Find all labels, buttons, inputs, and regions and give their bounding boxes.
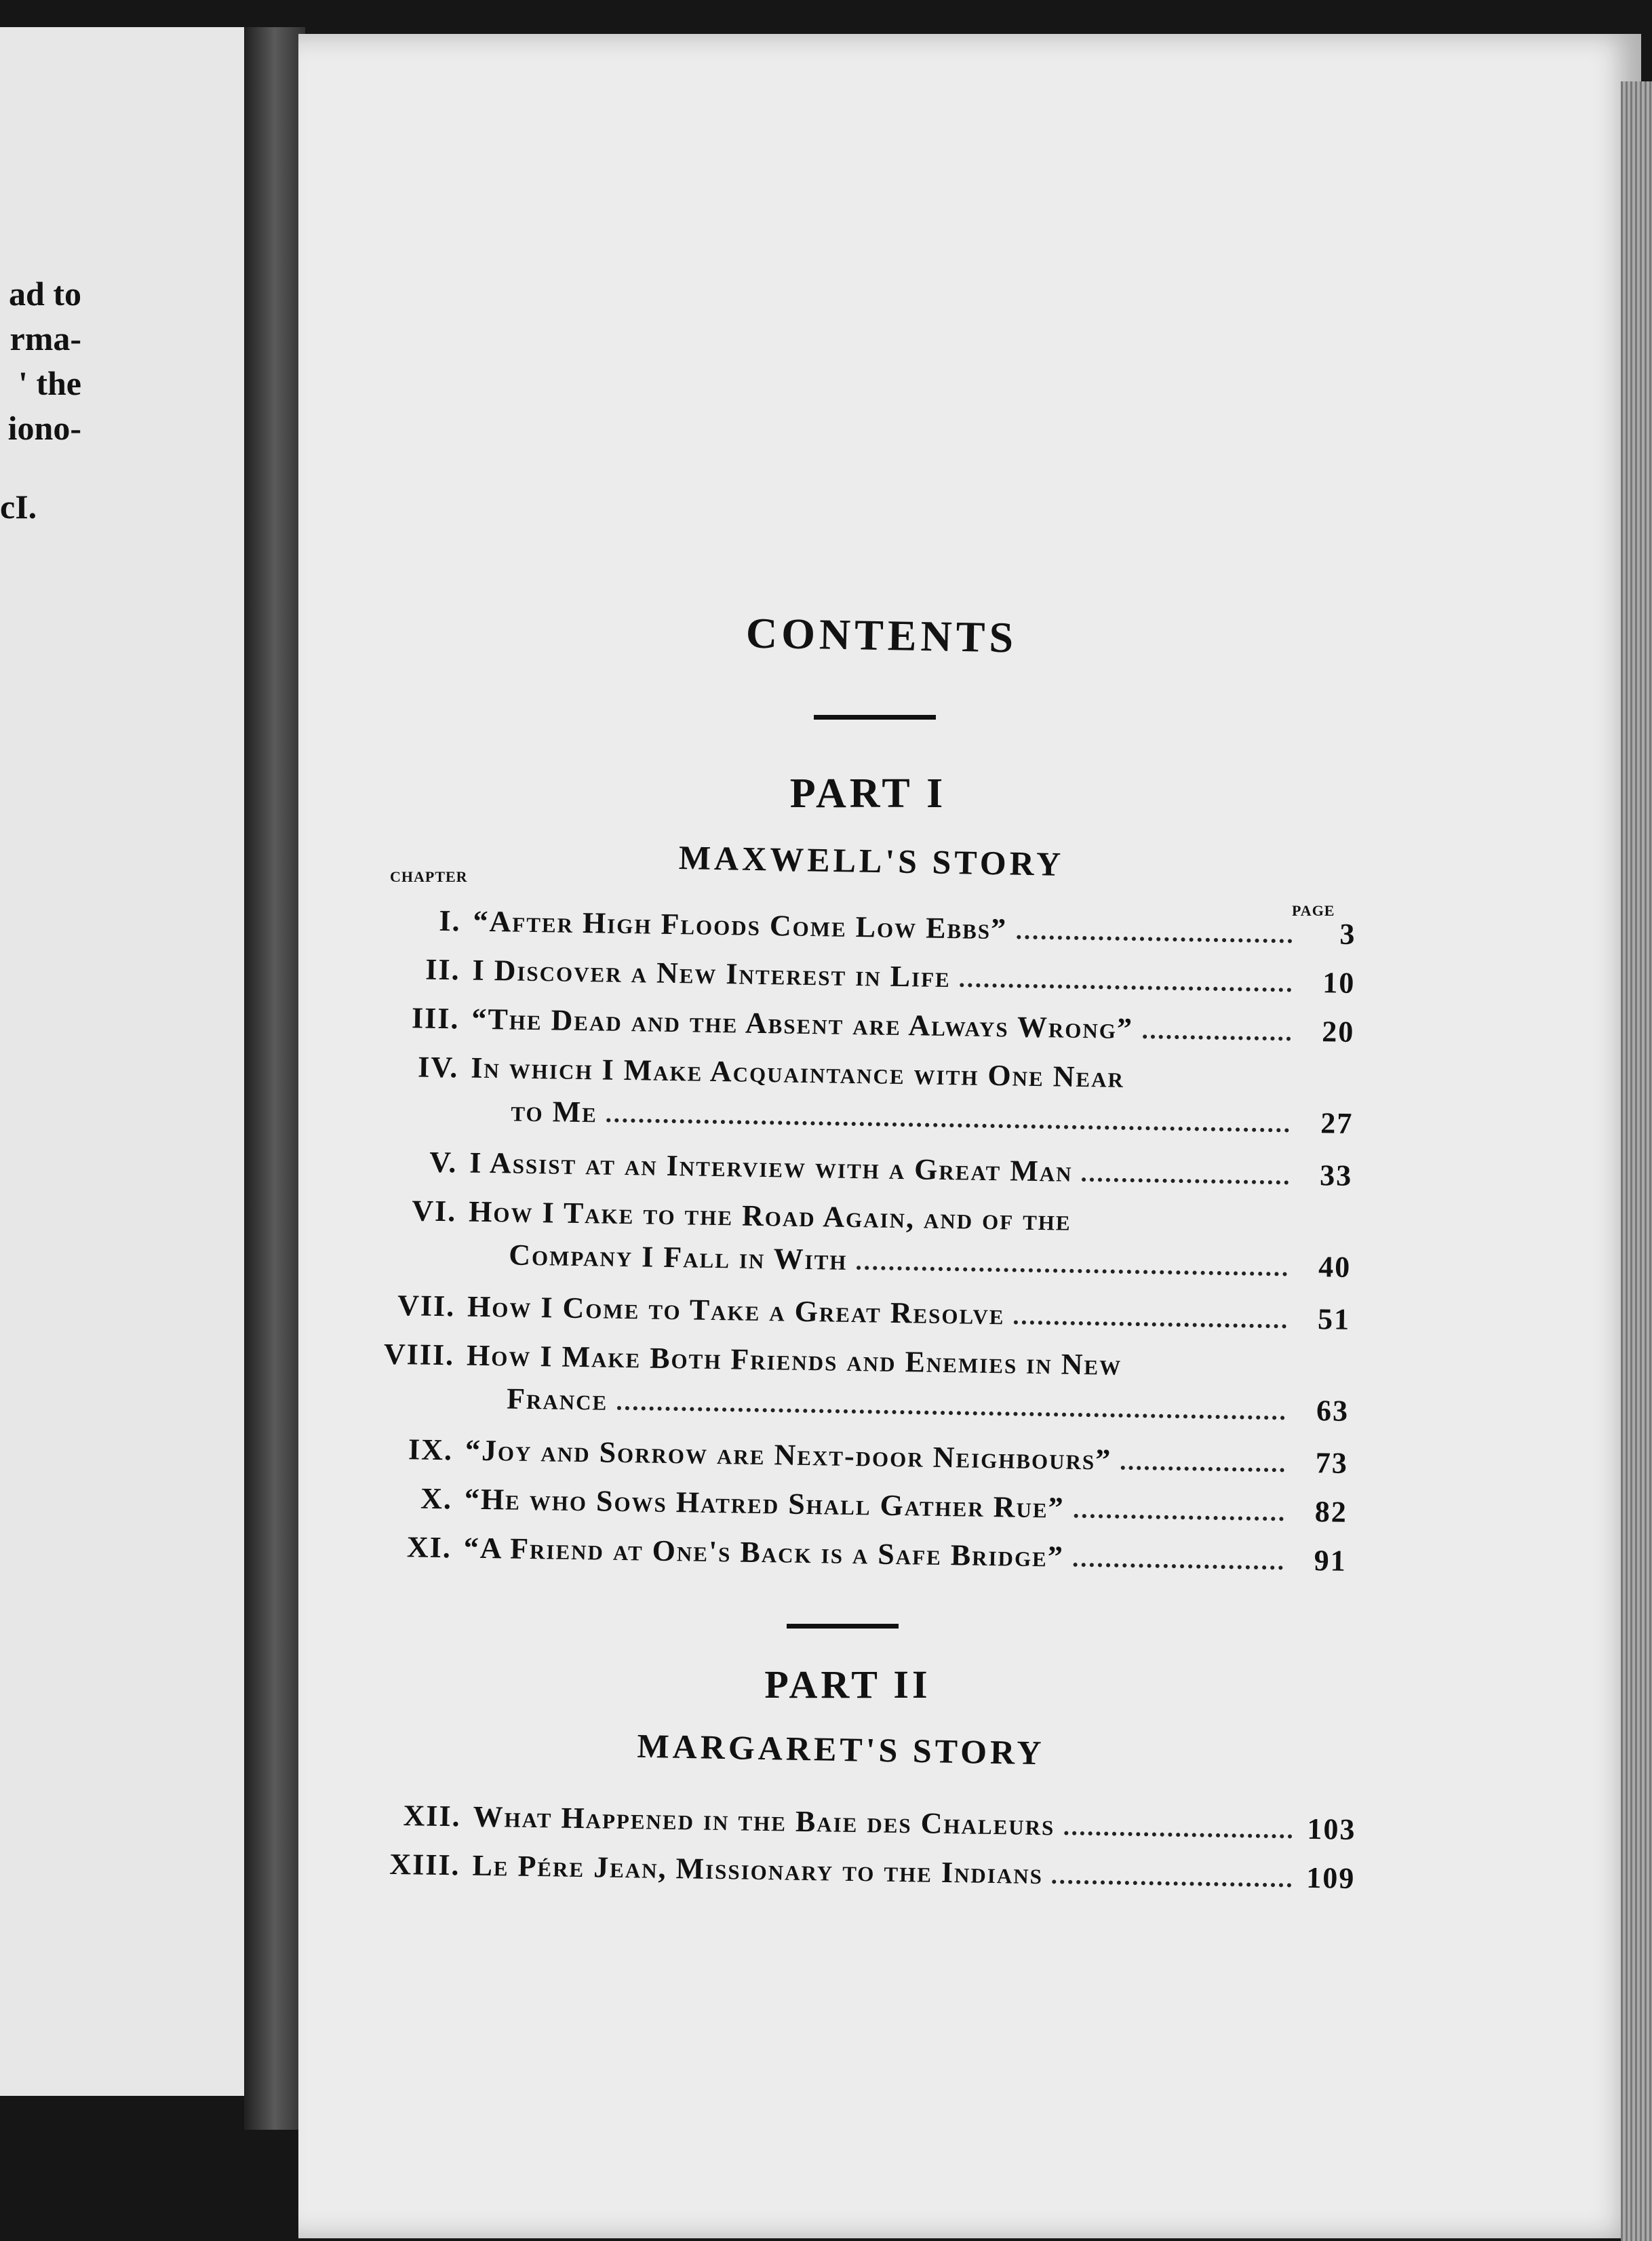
chapter-title: “A Friend at One's Back is a Safe Bridge” [463, 1531, 1065, 1574]
chapter-title: Le Pére Jean, Missionary to the Indians [472, 1848, 1044, 1891]
chapter-title: “The Dead and the Absent are Always Wrong” [471, 1002, 1134, 1046]
chapter-number: X. [420, 1481, 453, 1516]
chapter-body [470, 1051, 1354, 1142]
page-number: 33 [1319, 1158, 1353, 1192]
page-number: 10 [1322, 966, 1356, 1000]
page-number: 82 [1314, 1495, 1348, 1529]
chapter-title-text: Company I Fall in With [508, 1238, 848, 1277]
left-line: ' the [18, 364, 81, 402]
chapter-number: XI. [406, 1530, 452, 1565]
divider [787, 1624, 899, 1629]
dot-leader [1074, 1514, 1283, 1521]
dot-leader [960, 983, 1292, 992]
chapter-title-text: France [506, 1382, 608, 1417]
divider [814, 715, 936, 720]
chapter-number: V. [429, 1145, 458, 1180]
toc-part2 [351, 1797, 1356, 1910]
chapter-title-continued [468, 1237, 1352, 1285]
chapter-number: VI. [411, 1194, 457, 1228]
chapter-number: XIII. [389, 1847, 460, 1882]
chapter-title: “He who Sows Hatred Shall Gather Rue” [464, 1482, 1065, 1525]
dot-leader [1121, 1466, 1284, 1473]
page-number: 51 [1317, 1302, 1351, 1336]
part-subtitle: MAXWELL'S STORY [678, 838, 1065, 883]
part-title: PART II [764, 1662, 931, 1707]
page-column-label: PAGE [1292, 902, 1335, 919]
page-edges [1621, 81, 1652, 2241]
chapter-title: What Happened in the Baie des Chaleurs [473, 1799, 1055, 1842]
chapter-number: IX. [408, 1433, 454, 1467]
book-gutter [244, 27, 305, 2130]
page-number: 103 [1307, 1812, 1356, 1846]
toc-entry [345, 1336, 1350, 1446]
part-subtitle: MARGARET'S STORY [637, 1726, 1045, 1772]
chapter-number: XII. [403, 1799, 461, 1833]
chapter-number: II. [425, 952, 460, 987]
page-number: 27 [1320, 1106, 1354, 1140]
page-number: 109 [1306, 1860, 1356, 1895]
chapter-title-text: to Me [511, 1094, 598, 1129]
chapter-title: “Joy and Sorrow are Next-door Neighbours” [465, 1433, 1112, 1477]
chapter-body [466, 1338, 1350, 1429]
chapter-title: I Assist at an Interview with a Great Man [469, 1146, 1073, 1188]
part-title: PART I [789, 771, 947, 817]
chapter-title: I Discover a New Interest in Life [472, 953, 951, 994]
page-number: 20 [1321, 1015, 1355, 1049]
chapter-title: How I Take to the Road Again, and of the [468, 1194, 1072, 1237]
dot-leader [1082, 1177, 1289, 1185]
chapter-number: IV. [417, 1050, 459, 1085]
left-line: cI. [0, 488, 37, 526]
chapter-column-label: CHAPTER [390, 868, 468, 885]
toc-entry [349, 1049, 1354, 1158]
chapter-title-continued [466, 1381, 1350, 1429]
page-number: 73 [1315, 1446, 1349, 1480]
left-line: iono- [7, 409, 81, 447]
page-number: 91 [1314, 1544, 1348, 1578]
chapter-title-continued [470, 1093, 1354, 1142]
left-facing-page [0, 27, 244, 2096]
dot-leader [1143, 1034, 1291, 1040]
chapter-number: VII. [397, 1289, 456, 1323]
page-number: 40 [1318, 1250, 1352, 1284]
toc-part1 [342, 902, 1356, 1593]
dot-leader [1017, 935, 1292, 943]
chapter-number: I. [439, 903, 461, 938]
chapter-title: In which I Make Acquaintance with One Near [471, 1051, 1125, 1094]
chapter-body [468, 1194, 1352, 1285]
left-page-text [0, 271, 81, 529]
chapter-number: VIII. [383, 1337, 455, 1372]
page-title: CONTENTS [745, 608, 1018, 662]
chapter-number: III. [411, 1001, 460, 1036]
dot-leader [1074, 1563, 1283, 1570]
chapter-title: How I Come to Take a Great Resolve [467, 1289, 1005, 1331]
dot-leader [607, 1118, 1290, 1133]
dot-leader [857, 1266, 1287, 1276]
dot-leader [617, 1406, 1285, 1420]
toc-entry [347, 1192, 1352, 1302]
dot-leader [1053, 1879, 1292, 1887]
left-line: ad to [9, 275, 81, 313]
dot-leader [1014, 1321, 1286, 1329]
page-number: 3 [1339, 917, 1356, 951]
dot-leader [1064, 1831, 1292, 1839]
left-line: rma- [9, 319, 81, 357]
page-number: 63 [1316, 1394, 1350, 1428]
chapter-title: How I Make Both Friends and Enemies in New [466, 1338, 1122, 1382]
chapter-title: “After High Floods Come Low Ebbs” [473, 904, 1008, 946]
